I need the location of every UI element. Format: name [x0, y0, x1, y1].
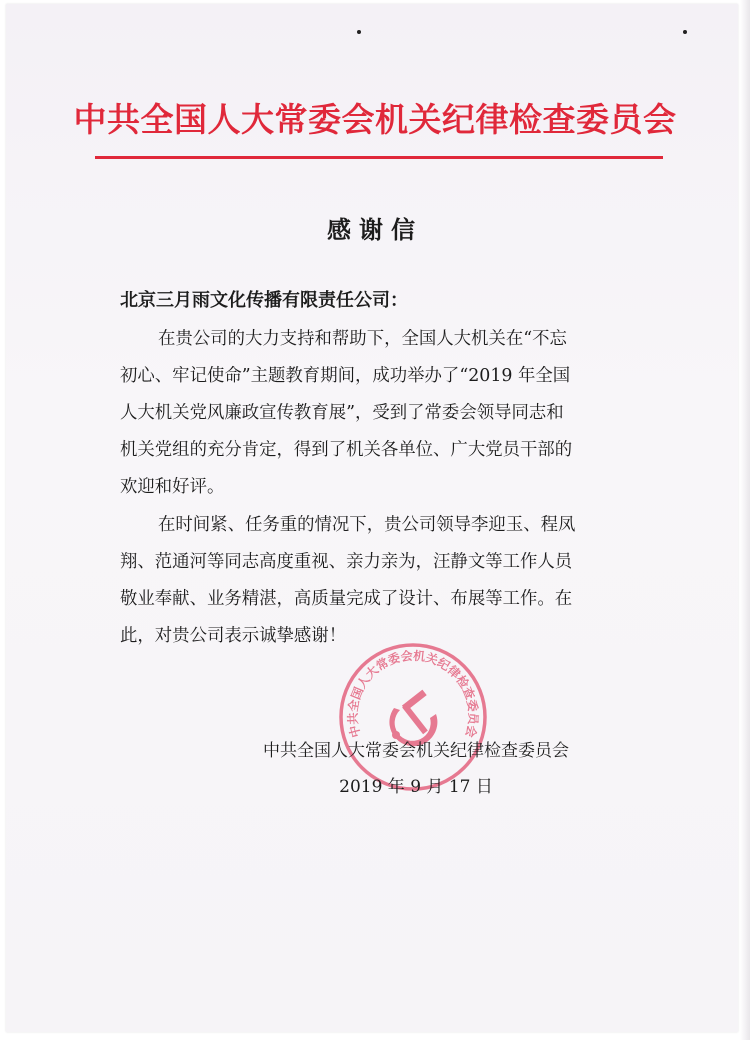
body-line: 在贵公司的大力支持和帮助下，全国人大机关在“不忘: [158, 329, 567, 349]
body-line: 人大机关党风廉政宣传教育展”，受到了常委会领导同志和: [120, 403, 564, 423]
body-line: 此，对贵公司表示诚挚感谢！: [120, 626, 347, 646]
seal-ring-text: 中共全国人大常委会机关纪律检查委员会: [345, 648, 481, 739]
letterhead-rule: [95, 156, 663, 159]
body-line: 机关党组的充分肯定，得到了机关各单位、广大党员干部的: [120, 440, 573, 460]
body-line: 翔、范通河等同志高度重视、亲力亲为，汪静文等工作人员: [120, 552, 573, 572]
signature-date: 2019 年 9 月 17 日: [339, 777, 493, 797]
signature-organization: 中共全国人大常委会机关纪律检查委员会: [263, 741, 569, 761]
official-seal-stamp: [338, 642, 488, 792]
page-edge-shadow: [740, 0, 750, 1040]
letterhead-title: 中共全国人大常委会机关纪律检查委员会: [73, 100, 677, 139]
body-line: 欢迎和好评。: [120, 477, 225, 497]
recipient-line: 北京三月雨文化传播有限责任公司：: [120, 290, 408, 311]
body-line: 初心、牢记使命”主题教育期间，成功举办了“2019 年全国: [120, 366, 571, 386]
scan-speck: [357, 30, 361, 34]
body-line: 在时间紧、任务重的情况下，贵公司领导李迎玉、程凤: [158, 515, 576, 535]
scan-speck: [683, 30, 687, 34]
body-line: 敬业奉献、业务精湛，高质量完成了设计、布展等工作。在: [120, 589, 573, 609]
letter-title: 感谢信: [327, 215, 423, 244]
